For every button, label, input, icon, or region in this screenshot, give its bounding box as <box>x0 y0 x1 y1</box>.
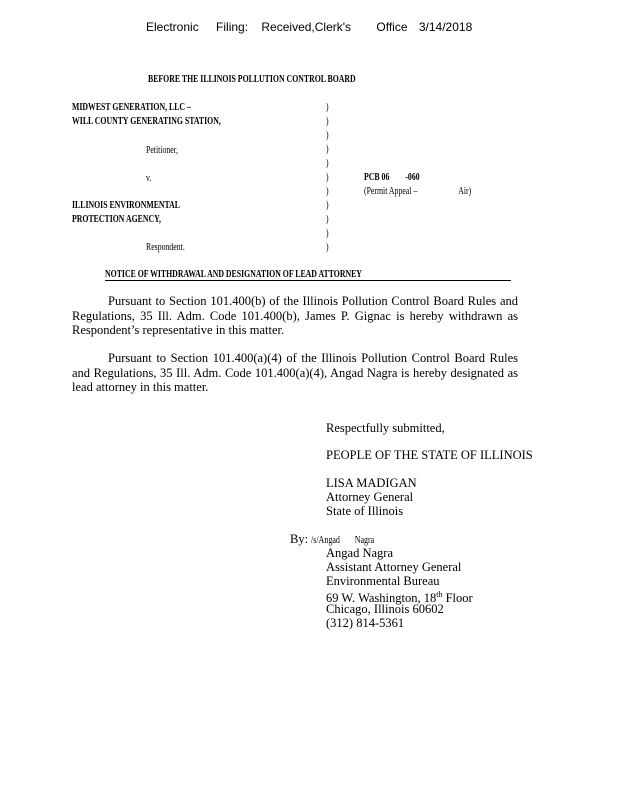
signer-phone: (312) 814-5361 <box>326 616 405 630</box>
petitioner-label: Petitioner, <box>146 145 178 156</box>
caption-paren: ) <box>326 158 329 169</box>
signer-name: Angad Nagra <box>326 546 393 560</box>
header-office: Office <box>376 20 408 34</box>
header-received: Received,Clerk's <box>261 20 352 34</box>
caption-paren: ) <box>326 200 329 211</box>
notice-title-underline <box>105 280 511 281</box>
notice-title: NOTICE OF WITHDRAWAL AND DESIGNATION OF LEAD ATTORNEY <box>105 269 362 280</box>
case-type <box>364 186 471 197</box>
caption-paren: ) <box>326 214 329 225</box>
caption-paren: ) <box>326 172 329 183</box>
case-type-close: Air) <box>458 186 472 197</box>
body-paragraph-designation: Pursuant to Section 101.400(a)(4) of the Illinois Pollution Control Board Rules and Regulations, 35 Ill. Adm. Code 101.400(a)(4), Angad Nagra is hereby designated as lead attorney in this matter. <box>72 351 518 394</box>
respondent-label: Respondent. <box>146 242 185 253</box>
esig-last: Nagra <box>354 535 375 546</box>
body-paragraph-withdrawal: Pursuant to Section 101.400(b) of the Illinois Pollution Control Board Rules and Regulations, 35 Ill. Adm. Code 101.400(b), James P. Gignac is hereby withdrawn as Respondent’s representative in this matter. <box>72 294 518 337</box>
versus-label: v. <box>146 173 152 184</box>
respondent-name-line1: ILLINOIS ENVIRONMENTAL <box>72 200 180 211</box>
petitioner-name-line2: WILL COUNTY GENERATING STATION, <box>72 116 221 127</box>
address-floor-word: Floor <box>445 591 473 606</box>
header-date: 3/14/2018 <box>418 20 473 34</box>
caption-paren: ) <box>326 102 329 113</box>
header-filing: Filing: <box>216 20 249 34</box>
petitioner-name-line1: MIDWEST GENERATION, LLC – <box>72 102 191 113</box>
people-of-illinois: PEOPLE OF THE STATE OF ILLINOIS <box>326 448 533 462</box>
attorney-general-name: LISA MADIGAN <box>326 476 417 490</box>
filing-header <box>146 20 472 34</box>
case-pcb: PCB 06 <box>364 172 390 183</box>
case-type-open: (Permit Appeal – <box>364 186 418 197</box>
caption-paren: ) <box>326 144 329 155</box>
caption-paren: ) <box>326 186 329 197</box>
board-title: BEFORE THE ILLINOIS POLLUTION CONTROL BOARD <box>148 74 356 85</box>
address-floor-suffix: th <box>436 590 443 599</box>
attorney-general-state: State of Illinois <box>326 504 404 518</box>
caption-paren: ) <box>326 130 329 141</box>
esig-prefix: /s/Angad <box>311 535 341 546</box>
by-label: By: <box>290 532 309 546</box>
respondent-name-line2: PROTECTION AGENCY, <box>72 214 162 225</box>
caption-paren: ) <box>326 116 329 127</box>
header-electronic: Electronic <box>146 20 199 34</box>
signer-city: Chicago, Illinois 60602 <box>326 602 444 616</box>
attorney-general-title: Attorney General <box>326 490 414 504</box>
respectfully-submitted: Respectfully submitted, <box>326 421 445 435</box>
caption-paren: ) <box>326 242 329 253</box>
address-street: 69 W. Washington, <box>326 591 421 606</box>
signer-bureau: Environmental Bureau <box>326 574 440 588</box>
caption-paren: ) <box>326 228 329 239</box>
signer-title: Assistant Attorney General <box>326 560 462 574</box>
case-number <box>364 172 420 183</box>
address-floor-number: 18 <box>423 591 437 606</box>
case-num: -060 <box>405 172 420 183</box>
